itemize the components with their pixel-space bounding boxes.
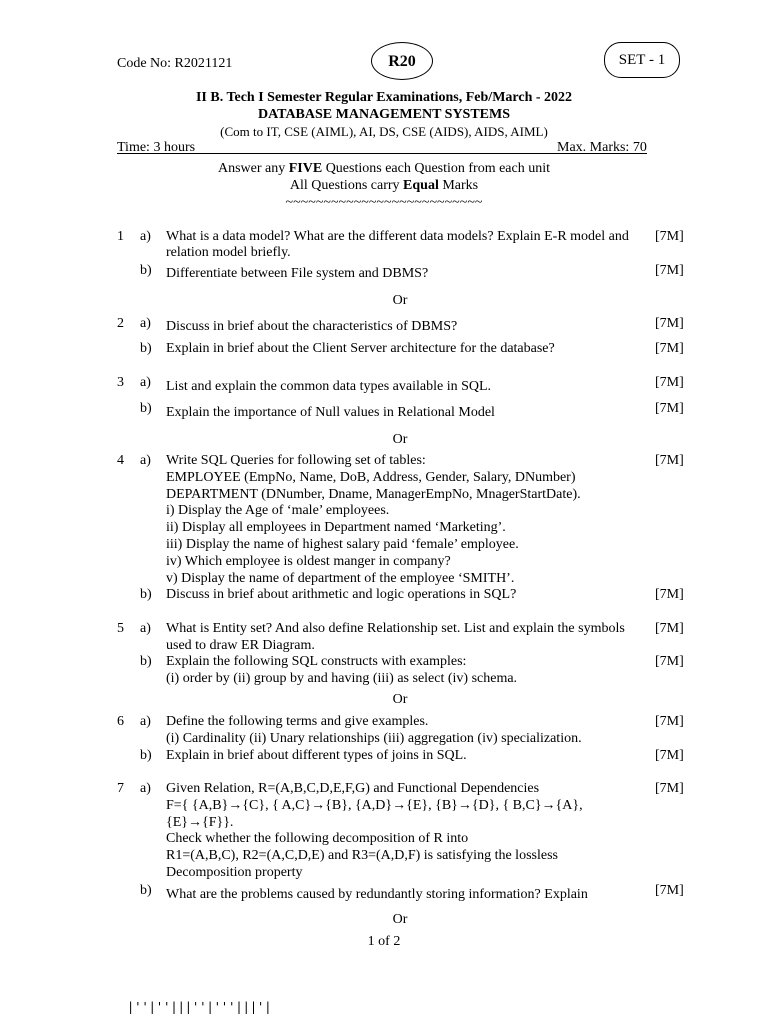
- question-text: List and explain the common data types available in SQL.: [166, 379, 492, 394]
- time-allowed: Time: 3 hours: [117, 140, 196, 155]
- question-text: Write SQL Queries for following set of tables:: [166, 453, 426, 468]
- question-text: i) Display the Age of ‘male’ employees.: [166, 503, 390, 518]
- or-separator: Or: [392, 692, 408, 707]
- or-separator: Or: [392, 912, 408, 927]
- question-text: What is Entity set? And also define Relationship set. List and explain the symbols: [166, 621, 625, 636]
- part-label: a): [140, 714, 151, 729]
- part-label: b): [140, 748, 152, 763]
- marks: [7M]: [655, 654, 684, 669]
- exam-title: II B. Tech I Semester Regular Examinations, Feb/March - 2022: [195, 90, 573, 105]
- question-text: used to draw ER Diagram.: [166, 638, 315, 653]
- part-label: a): [140, 229, 151, 244]
- part-label: b): [140, 587, 152, 602]
- set-badge: [604, 42, 680, 78]
- header-divider: [117, 153, 647, 154]
- question-text: F={ {A,B}→{C}, { A,C}→{B}, {A,D}→{E}, {B}→{D}, { B,C}→{A},: [166, 798, 583, 813]
- question-text: (i) Cardinality (ii) Unary relationships (iii) aggregation (iv) specialization.: [166, 731, 582, 746]
- instruction-line-2: All Questions carry Equal Marks: [289, 178, 479, 193]
- question-text: Discuss in brief about arithmetic and logic operations in SQL?: [166, 587, 517, 602]
- question-text: What is a data model? What are the different data models? Explain E-R model and: [166, 229, 629, 244]
- question-text: Define the following terms and give examples.: [166, 714, 429, 729]
- regulation-label: R20: [388, 52, 416, 70]
- question-text: Explain the following SQL constructs with examples:: [166, 654, 467, 669]
- or-separator: Or: [392, 293, 408, 308]
- marks: [7M]: [655, 316, 684, 331]
- question-text: DEPARTMENT (DNumber, Dname, ManagerEmpNo, MnagerStartDate).: [166, 487, 581, 502]
- question-text: What are the problems caused by redundantly storing information? Explain: [166, 887, 588, 902]
- marks: [7M]: [655, 587, 684, 602]
- barcode: |''|''|||''|'''|||'|: [127, 1000, 272, 1014]
- marks: [7M]: [655, 401, 684, 416]
- or-separator: Or: [392, 432, 408, 447]
- part-label: a): [140, 375, 151, 390]
- part-label: a): [140, 316, 151, 331]
- question-text: iii) Display the name of highest salary paid ‘female’ employee.: [166, 537, 519, 552]
- code-number: Code No: R2021121: [117, 56, 233, 71]
- marks: [7M]: [655, 714, 684, 729]
- question-number: 6: [117, 714, 124, 729]
- question-text: Explain the importance of Null values in Relational Model: [166, 405, 495, 420]
- question-text: Given Relation, R=(A,B,C,D,E,F,G) and Functional Dependencies: [166, 781, 540, 796]
- marks: [7M]: [655, 263, 684, 278]
- marks: [7M]: [655, 621, 684, 636]
- part-label: b): [140, 401, 152, 416]
- question-number: 1: [117, 229, 124, 244]
- question-number: 2: [117, 316, 124, 331]
- question-text: Discuss in brief about the characteristics of DBMS?: [166, 319, 458, 334]
- part-label: a): [140, 781, 151, 796]
- marks: [7M]: [655, 375, 684, 390]
- max-marks: Max. Marks: 70: [557, 140, 647, 155]
- question-text: R1=(A,B,C), R2=(A,C,D,E) and R3=(A,D,F) is satisfying the lossless: [166, 848, 558, 863]
- part-label: a): [140, 453, 151, 468]
- question-text: Explain in brief about the Client Server architecture for the database?: [166, 341, 555, 356]
- branches: (Com to IT, CSE (AIML), AI, DS, CSE (AIDS), AIDS, AIML): [220, 124, 548, 139]
- question-text: (i) order by (ii) group by and having (iii) as select (iv) schema.: [166, 671, 518, 686]
- question-text: Differentiate between File system and DBMS?: [166, 266, 429, 281]
- marks: [7M]: [655, 748, 684, 763]
- question-text: Decomposition property: [166, 865, 303, 880]
- subject-title: DATABASE MANAGEMENT SYSTEMS: [257, 107, 511, 122]
- page-number: 1 of 2: [367, 934, 401, 949]
- part-label: a): [140, 621, 151, 636]
- regulation-badge: [371, 42, 433, 80]
- instruction-line-1: Answer any FIVE Questions each Question from each unit: [217, 161, 551, 176]
- question-text: Check whether the following decomposition of R into: [166, 831, 469, 846]
- question-number: 7: [117, 781, 124, 796]
- question-number: 5: [117, 621, 124, 636]
- question-text: Explain in brief about different types of joins in SQL.: [166, 748, 467, 763]
- question-number: 4: [117, 453, 124, 468]
- question-text: relation model briefly.: [166, 245, 291, 260]
- part-label: b): [140, 883, 152, 898]
- question-text: v) Display the name of department of the employee ‘SMITH’.: [166, 571, 515, 586]
- set-label: SET - 1: [618, 51, 666, 68]
- question-text: {E}→{F}}.: [166, 815, 234, 830]
- question-number: 3: [117, 375, 124, 390]
- marks: [7M]: [655, 781, 684, 796]
- marks: [7M]: [655, 883, 684, 898]
- marks: [7M]: [655, 453, 684, 468]
- question-text: EMPLOYEE (EmpNo, Name, DoB, Address, Gender, Salary, DNumber): [166, 470, 576, 485]
- part-label: b): [140, 263, 152, 278]
- marks: [7M]: [655, 229, 684, 244]
- question-text: iv) Which employee is oldest manger in company?: [166, 554, 451, 569]
- tilde-separator: ~~~~~~~~~~~~~~~~~~~~~~~~~~: [285, 195, 483, 210]
- part-label: b): [140, 654, 152, 669]
- marks: [7M]: [655, 341, 684, 356]
- part-label: b): [140, 341, 152, 356]
- question-text: ii) Display all employees in Department named ‘Marketing’.: [166, 520, 506, 535]
